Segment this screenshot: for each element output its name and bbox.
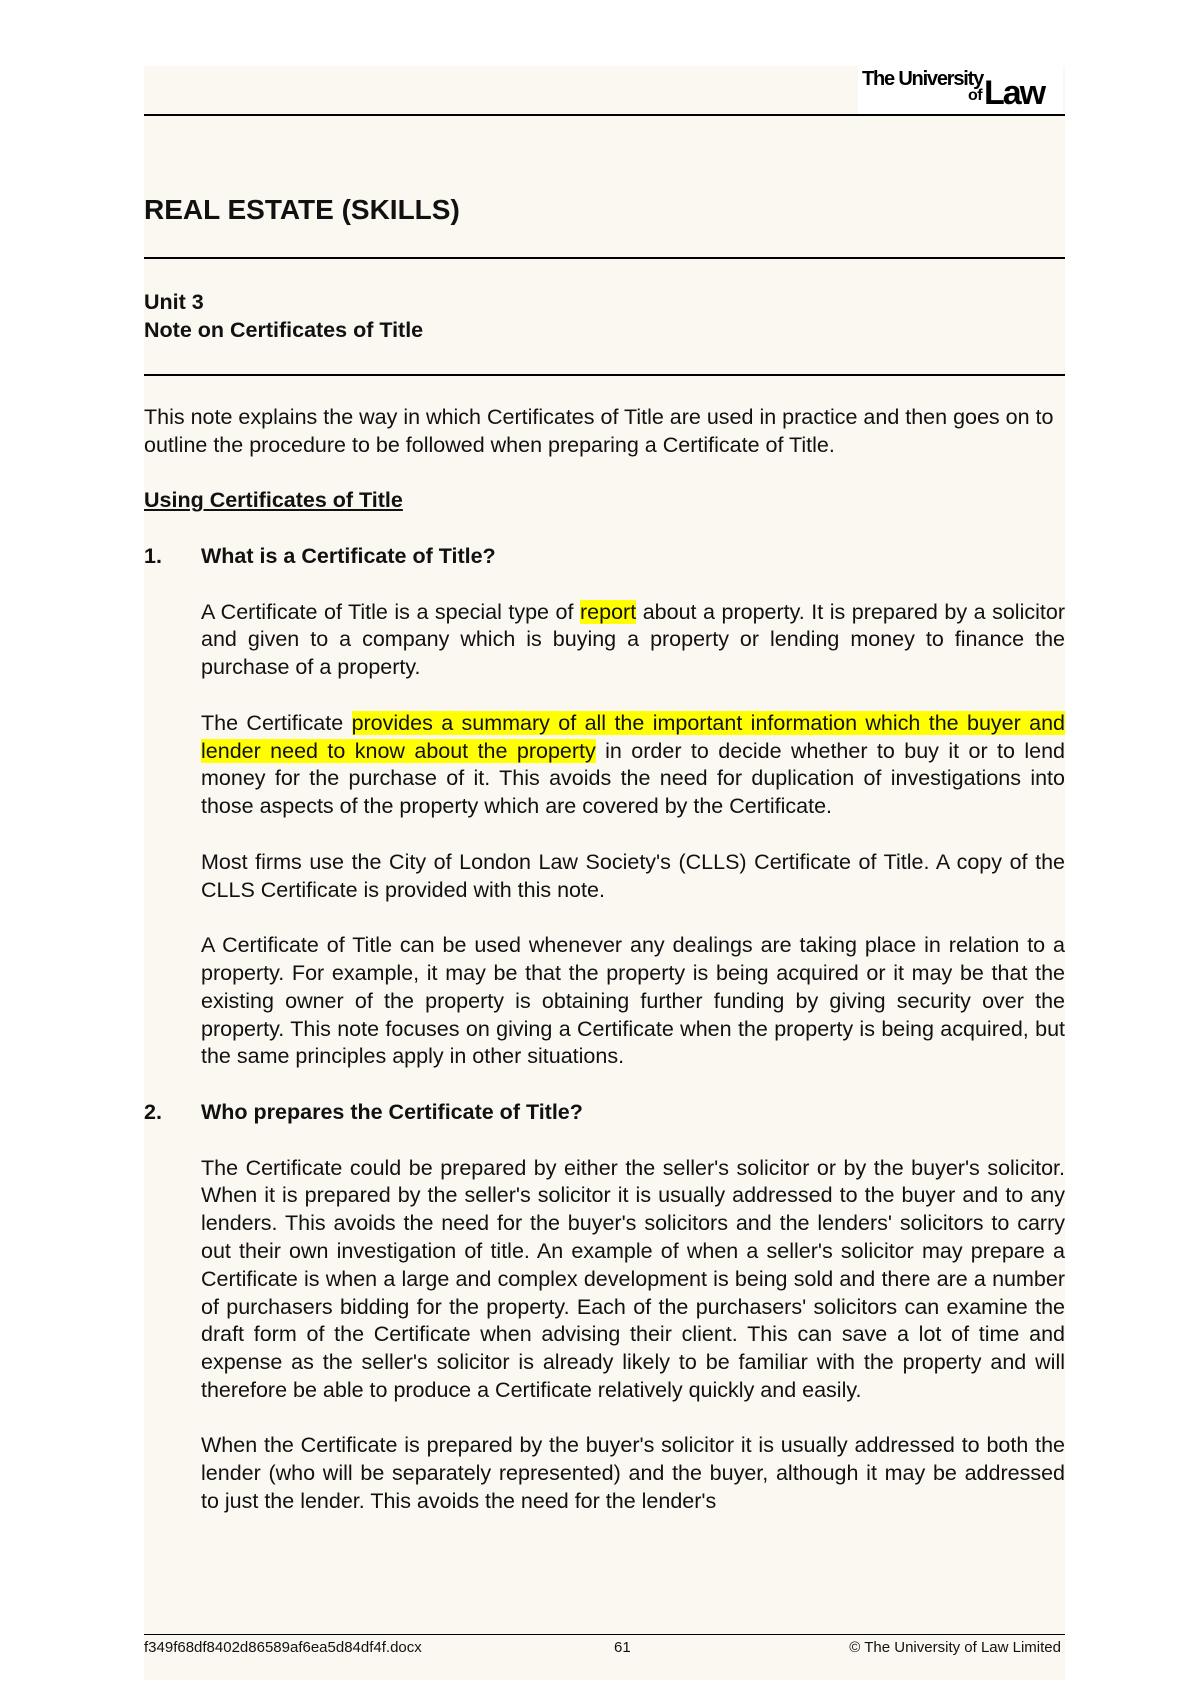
intro-paragraph: This note explains the way in which Certificates of Title are used in practice and then goes on to outline the procedure to be followed when preparing a Certificate of Title. [144, 405, 1054, 457]
logo-law: Law [984, 74, 1045, 112]
q1-paragraph-1 [201, 599, 1065, 682]
header-divider [144, 114, 1065, 116]
q1-p1-text-a: A Certificate of Title is a special type of [201, 599, 580, 624]
q2-paragraph-2: When the Certificate is prepared by the buyer's solicitor it is usually addressed to both the lender (who will be separately represented) and the buyer, although it may be addressed to just the lender. This avoids the need for the lender's [201, 1433, 1065, 1514]
footer-divider [144, 1634, 1065, 1635]
question-2-number: 2. [144, 1099, 162, 1124]
highlight-report: report [580, 599, 637, 624]
university-of-law-logo [858, 66, 1063, 114]
question-1-text: What is a Certificate of Title? [201, 543, 496, 568]
unit-block [144, 288, 423, 344]
q1-paragraph-4: A Certificate of Title can be used whenever any dealings are taking place in relation to a property. For example, it may be that the property is being acquired or it may be that the existing owner of the property is obtaining further funding by giving security over the property. This note focuses on giving a Certificate when the property is being acquired, but the same principles apply in other situations. [201, 933, 1065, 1069]
unit-name: Note on Certificates of Title [144, 318, 424, 342]
footer-page-number: 61 [614, 1639, 631, 1656]
footer-filename: f349f68df8402d86589af6ea5d84df4f.docx [144, 1639, 422, 1656]
title-divider [144, 257, 1065, 259]
document-page [144, 66, 1065, 1680]
question-1-number: 1. [144, 543, 162, 568]
q1-paragraph-2 [201, 710, 1065, 821]
document-title: REAL ESTATE (SKILLS) [144, 194, 460, 225]
footer-copyright: © The University of Law Limited [849, 1639, 1061, 1656]
q1-p2-text-a: The Certificate [201, 710, 352, 735]
q1-p1-text-b: about a property. It is prepared by a solicitor and given to a company which is buying a property or lending money to finance the purchase of a property. [201, 599, 1065, 680]
question-2-heading [144, 1099, 1065, 1127]
question-1-heading [144, 543, 1065, 571]
unit-divider [144, 374, 1065, 376]
q2-paragraph-1: The Certificate could be prepared by either the seller's solicitor or by the buyer's solicitor. When it is prepared by the seller's solicitor it is usually addressed to the buyer and to any lenders. This avoids the need for the buyer's solicitors and the lenders' solicitors to carry out their own investigation of title. An example of when a seller's solicitor may prepare a Certificate is when a large and complex development is being sold and there are a number of purchasers bidding for the property. Each of the purchasers' solicitors can examine the draft form of the Certificate when advising their client. This can save a lot of time and expense as the seller's solicitor is already likely to be familiar with the property and will therefore be able to produce a Certificate relatively quickly and easily. [201, 1155, 1065, 1402]
page-footer [144, 1639, 1065, 1659]
logo-of: of [968, 87, 983, 104]
question-2-text: Who prepares the Certificate of Title? [201, 1099, 583, 1124]
unit-number: Unit 3 [144, 290, 204, 314]
q1-p2-text-b: in order to decide whether to buy it or to lend money for the purchase of it. This avoids the need for duplication of investigations into those aspects of the property which are covered by the Certificate. [201, 738, 1066, 819]
document-body [144, 404, 1065, 1544]
logo-line1: The University [862, 68, 984, 90]
q1-paragraph-3: Most firms use the City of London Law Society's (CLLS) Certificate of Title. A copy of the CLLS Certificate is provided with this note. [201, 849, 1065, 902]
section-heading: Using Certificates of Title [144, 488, 403, 513]
highlight-summary: provides a summary of all the important information which the buyer and lender need to know about the property [201, 710, 1065, 763]
